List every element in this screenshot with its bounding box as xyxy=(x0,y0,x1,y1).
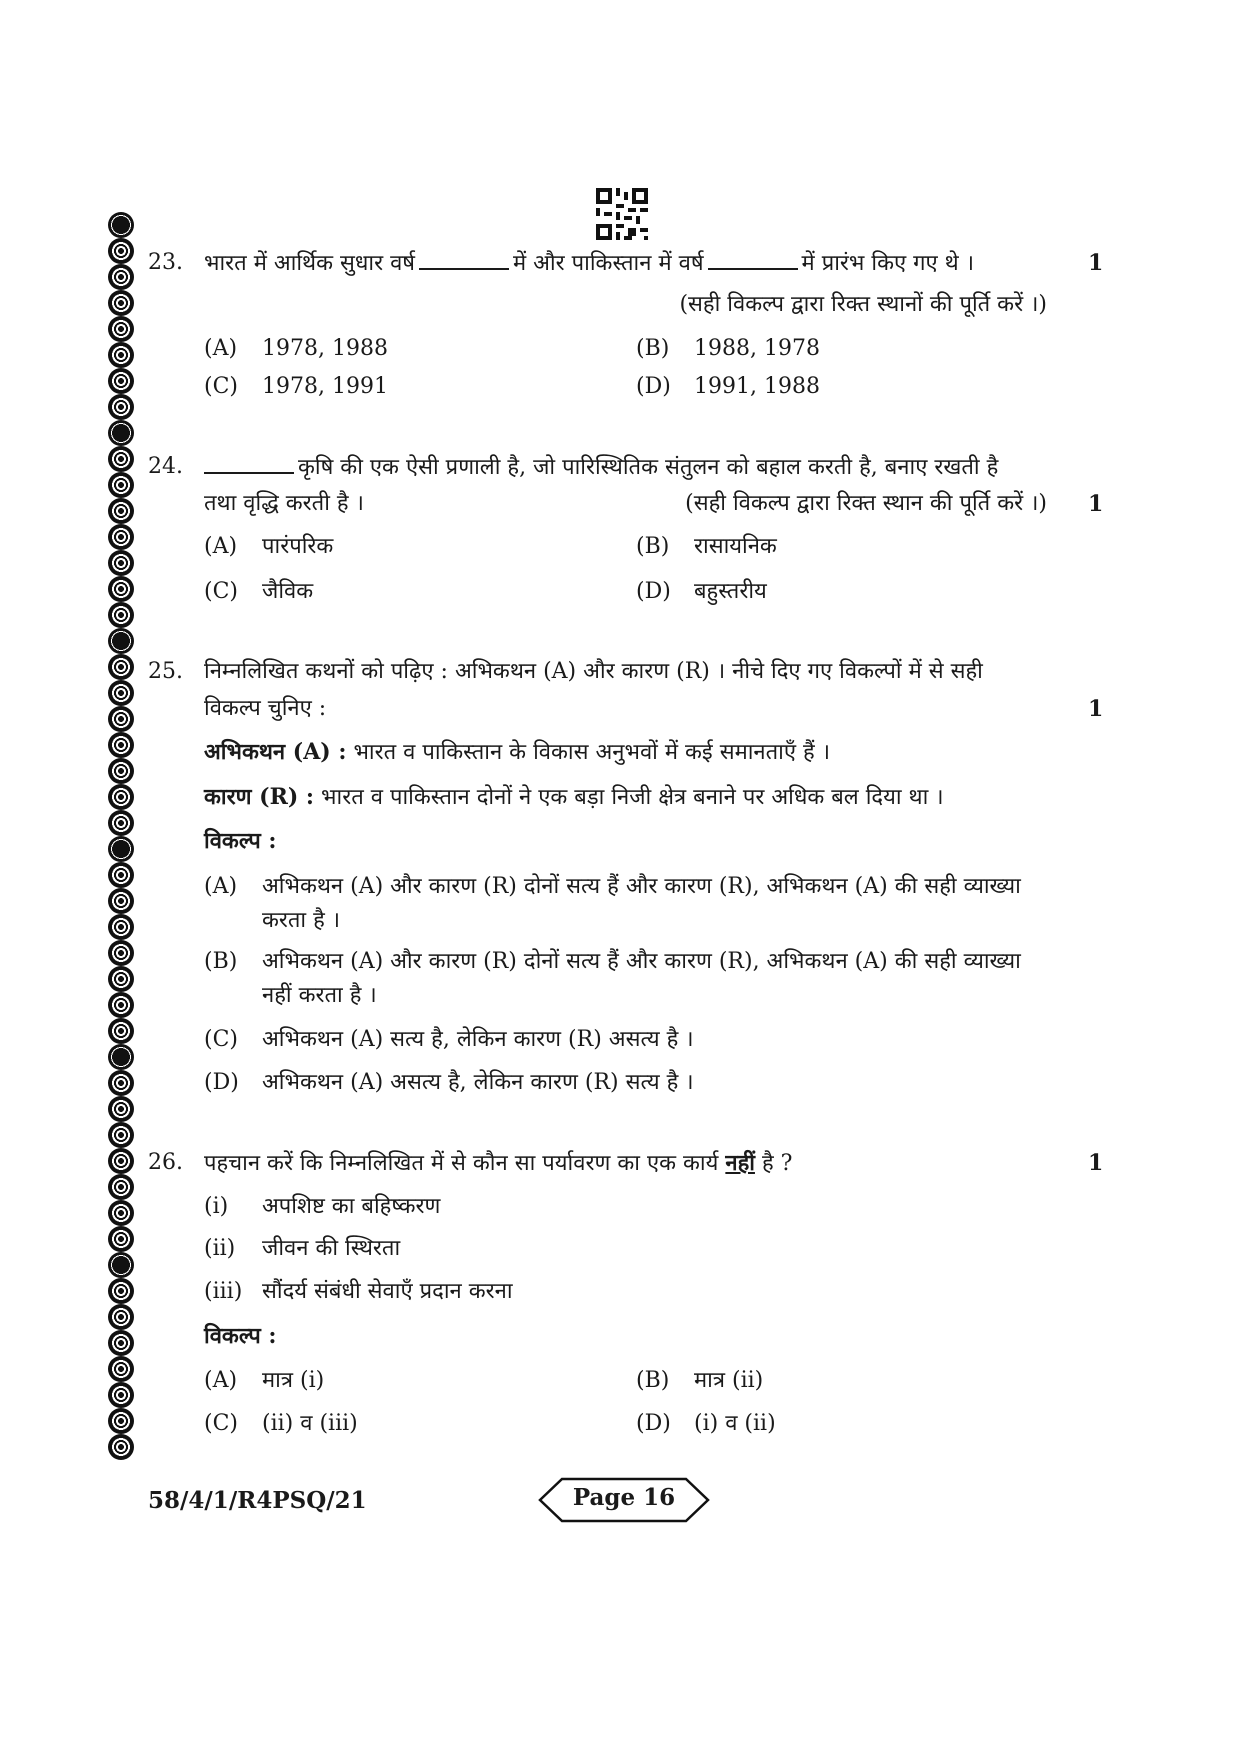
question-hint: (सही विकल्प द्वारा रिक्त स्थान की पूर्ति करें ।) xyxy=(685,491,1047,516)
ring-ornament-icon xyxy=(108,680,134,706)
page-number: Page 16 xyxy=(572,1484,676,1511)
question-marks: 1 xyxy=(1088,1150,1104,1176)
options-heading: विकल्प : xyxy=(204,1323,277,1349)
ring-ornament-icon xyxy=(108,1278,134,1304)
ring-ornament-icon xyxy=(108,1330,134,1356)
option-b[interactable]: (B) 1988, 1978 xyxy=(636,336,820,361)
question-text: कृषि की एक ऐसी प्रणाली है, जो पारिस्थितिक संतुलन को बहाल करती है, बनाए रखती है xyxy=(204,450,1054,485)
options-heading: विकल्प : xyxy=(204,828,277,854)
reason-label: कारण (R) : xyxy=(204,784,315,810)
ring-ornament-icon xyxy=(108,1122,134,1148)
option-a[interactable]: (A) 1978, 1988 xyxy=(204,336,388,361)
ring-ornament-icon xyxy=(108,628,134,654)
fill-blank xyxy=(708,246,798,270)
ring-ornament-icon xyxy=(108,264,134,290)
option-c[interactable]: (C) (ii) व (iii) xyxy=(204,1411,358,1436)
ring-ornament-icon xyxy=(108,1408,134,1434)
question-number: 25. xyxy=(148,659,183,684)
ring-ornament-icon xyxy=(108,966,134,992)
option-d[interactable]: (D) 1991, 1988 xyxy=(636,374,820,399)
ring-ornament-icon xyxy=(108,1070,134,1096)
ring-ornament-icon xyxy=(108,758,134,784)
fill-blank xyxy=(204,450,294,474)
question-text: पहचान करें कि निम्नलिखित में से कौन सा पर्यावरण का एक कार्य नहीं है ? xyxy=(204,1150,793,1176)
ring-ornament-icon xyxy=(108,446,134,472)
ring-ornament-icon xyxy=(108,576,134,602)
ring-ornament-icon xyxy=(108,1252,134,1278)
ring-ornament-icon xyxy=(108,1148,134,1174)
option-b[interactable]: (B) अभिकथन (A) और कारण (R) दोनों सत्य हैं और कारण (R), अभिकथन (A) की सही व्याख्या नहीं करता है । xyxy=(204,949,1021,1008)
option-d[interactable]: (D) बहुस्तरीय xyxy=(636,579,767,604)
ring-ornament-icon xyxy=(108,1174,134,1200)
ring-ornament-icon xyxy=(108,1382,134,1408)
ring-ornament-icon xyxy=(108,1200,134,1226)
ring-ornament-icon xyxy=(108,1018,134,1044)
page-number-badge xyxy=(538,1477,710,1523)
ring-ornament-icon xyxy=(108,836,134,862)
ring-ornament-icon xyxy=(108,420,134,446)
fill-blank xyxy=(419,246,509,270)
ring-ornament-icon xyxy=(108,472,134,498)
emphasis-text: नहीं xyxy=(725,1150,755,1176)
list-item: (iii) सौंदर्य संबंधी सेवाएँ प्रदान करना xyxy=(204,1279,513,1304)
option-d[interactable]: (D) (i) व (ii) xyxy=(636,1411,776,1436)
ring-ornament-icon xyxy=(108,368,134,394)
option-c[interactable]: (C) 1978, 1991 xyxy=(204,374,388,399)
ring-ornament-icon xyxy=(108,394,134,420)
question-marks: 1 xyxy=(1088,250,1104,276)
question-number: 24. xyxy=(148,454,183,479)
ring-ornament-icon xyxy=(108,1096,134,1122)
assertion-text: भारत व पाकिस्तान के विकास अनुभवों में कई समानताएँ हैं । xyxy=(353,740,831,765)
option-b[interactable]: (B) मात्र (ii) xyxy=(636,1368,764,1393)
ring-ornament-icon xyxy=(108,524,134,550)
exam-page: 23. भारत में आर्थिक सुधार वर्ष में और पाकिस्तान में वर्ष में प्रारंभ किए गए थे । 1 (सही विकल्प द्वारा रिक्त स्थानों की पूर्ति करें ।) (A) 1978, 1988 (B) 1988, 1978 (C) 1978, 1991 (D) 1991, 1988 24. कृषि की एक ऐसी प्रणाली है, जो पारिस्थितिक संतुलन को बहाल करती है, बनाए रखती है तथा वृद्धि करती है । (सही विकल्प द्वारा रिक्त स्थान की पूर्ति करें ।) 1 (A) पारंपरिक (B) रासायनिक (C) जैविक (D) बहुस्तरीय 25. निम्नलिखित कथनों को पढ़िए : अभिकथन (A) और कारण (R) । नीचे दिए गए विकल्पों में से सही विकल्प चुनिए : 1 अभिकथन (A) : भारत व पाकिस्तान के विकास अनुभवों में कई समानताएँ हैं । कारण (R) : भारत व पाकिस्तान दोनों ने एक बड़ा निजी क्षेत्र बनाने पर अधिक बल दिया था । विकल्प : (A) अभिकथन (A) और कारण (R) दोनों सत्य हैं और कारण (R), अभिकथन (A) की सही व्याख्या करता है । (B) अभिकथन (A) और कारण (R) दोनों सत्य हैं और कारण (R), अभिकथन (A) की सही व्याख्या नहीं करता है । (C) अभिकथन (A) सत्य है, लेकिन कारण (R) असत्य है । (D) अभिकथन (A) असत्य है, लेकिन कारण (R) सत्य है । 26. पहचान करें कि निम्नलिखित में से कौन सा पर्यावरण का एक कार्य नहीं है ? 1 (i) अपशिष्ट का बहिष्करण (ii) जीवन की स्थिरता (iii) सौंदर्य संबंधी सेवाएँ प्रदान करना विकल्प : (A) मात्र (i) (B) मात्र (ii) (C) (ii) व (iii) (D) (i) व (ii) 58/4/1/R4PSQ/21 Page 16 xyxy=(0,0,1241,1755)
assertion-label: अभिकथन (A) : xyxy=(204,739,347,765)
option-c[interactable]: (C) अभिकथन (A) सत्य है, लेकिन कारण (R) असत्य है । xyxy=(204,1027,694,1052)
list-item: (i) अपशिष्ट का बहिष्करण xyxy=(204,1194,441,1219)
option-a[interactable]: (A) मात्र (i) xyxy=(204,1368,325,1393)
option-b[interactable]: (B) रासायनिक xyxy=(636,534,777,559)
ring-ornament-icon xyxy=(108,1356,134,1382)
ring-ornament-icon xyxy=(108,1304,134,1330)
option-a[interactable]: (A) अभिकथन (A) और कारण (R) दोनों सत्य हैं और कारण (R), अभिकथन (A) की सही व्याख्या करता है । xyxy=(204,874,1021,933)
ring-ornament-icon xyxy=(108,550,134,576)
ring-ornament-icon xyxy=(108,810,134,836)
option-c[interactable]: (C) जैविक xyxy=(204,579,314,604)
qr-code-icon xyxy=(596,188,648,240)
ring-ornament-icon xyxy=(108,888,134,914)
ring-ornament-icon xyxy=(108,316,134,342)
ring-ornament-icon xyxy=(108,602,134,628)
question-number: 26. xyxy=(148,1150,183,1175)
question-hint: (सही विकल्प द्वारा रिक्त स्थानों की पूर्ति करें ।) xyxy=(679,292,1047,317)
ring-ornament-icon xyxy=(108,212,134,238)
ring-ornament-icon xyxy=(108,862,134,888)
reason-text: भारत व पाकिस्तान दोनों ने एक बड़ा निजी क्षेत्र बनाने पर अधिक बल दिया था । xyxy=(321,785,944,810)
option-d[interactable]: (D) अभिकथन (A) असत्य है, लेकिन कारण (R) सत्य है । xyxy=(204,1070,694,1095)
ring-ornament-icon xyxy=(108,706,134,732)
ring-ornament-icon xyxy=(108,914,134,940)
ring-ornament-icon xyxy=(108,992,134,1018)
ring-ornament-icon xyxy=(108,238,134,264)
ring-ornament-icon xyxy=(108,290,134,316)
ring-ornament-icon xyxy=(108,940,134,966)
question-text: भारत में आर्थिक सुधार वर्ष में और पाकिस्तान में वर्ष में प्रारंभ किए गए थे । xyxy=(204,246,1054,281)
ring-ornament-icon xyxy=(108,654,134,680)
ring-ornament-icon xyxy=(108,1226,134,1252)
ring-ornament-icon xyxy=(108,1044,134,1070)
ring-ornament-icon xyxy=(108,1434,134,1460)
ring-ornament-icon xyxy=(108,342,134,368)
ring-ornament-icon xyxy=(108,784,134,810)
paper-code: 58/4/1/R4PSQ/21 xyxy=(148,1487,367,1514)
question-number: 23. xyxy=(148,250,183,275)
ring-ornament-icon xyxy=(108,498,134,524)
question-marks: 1 xyxy=(1088,491,1104,517)
option-a[interactable]: (A) पारंपरिक xyxy=(204,534,334,559)
ring-ornament-icon xyxy=(108,732,134,758)
question-text: निम्नलिखित कथनों को पढ़िए : अभिकथन (A) और कारण (R) । नीचे दिए गए विकल्पों में से सही xyxy=(204,659,983,684)
list-item: (ii) जीवन की स्थिरता xyxy=(204,1236,401,1261)
question-marks: 1 xyxy=(1088,696,1104,722)
